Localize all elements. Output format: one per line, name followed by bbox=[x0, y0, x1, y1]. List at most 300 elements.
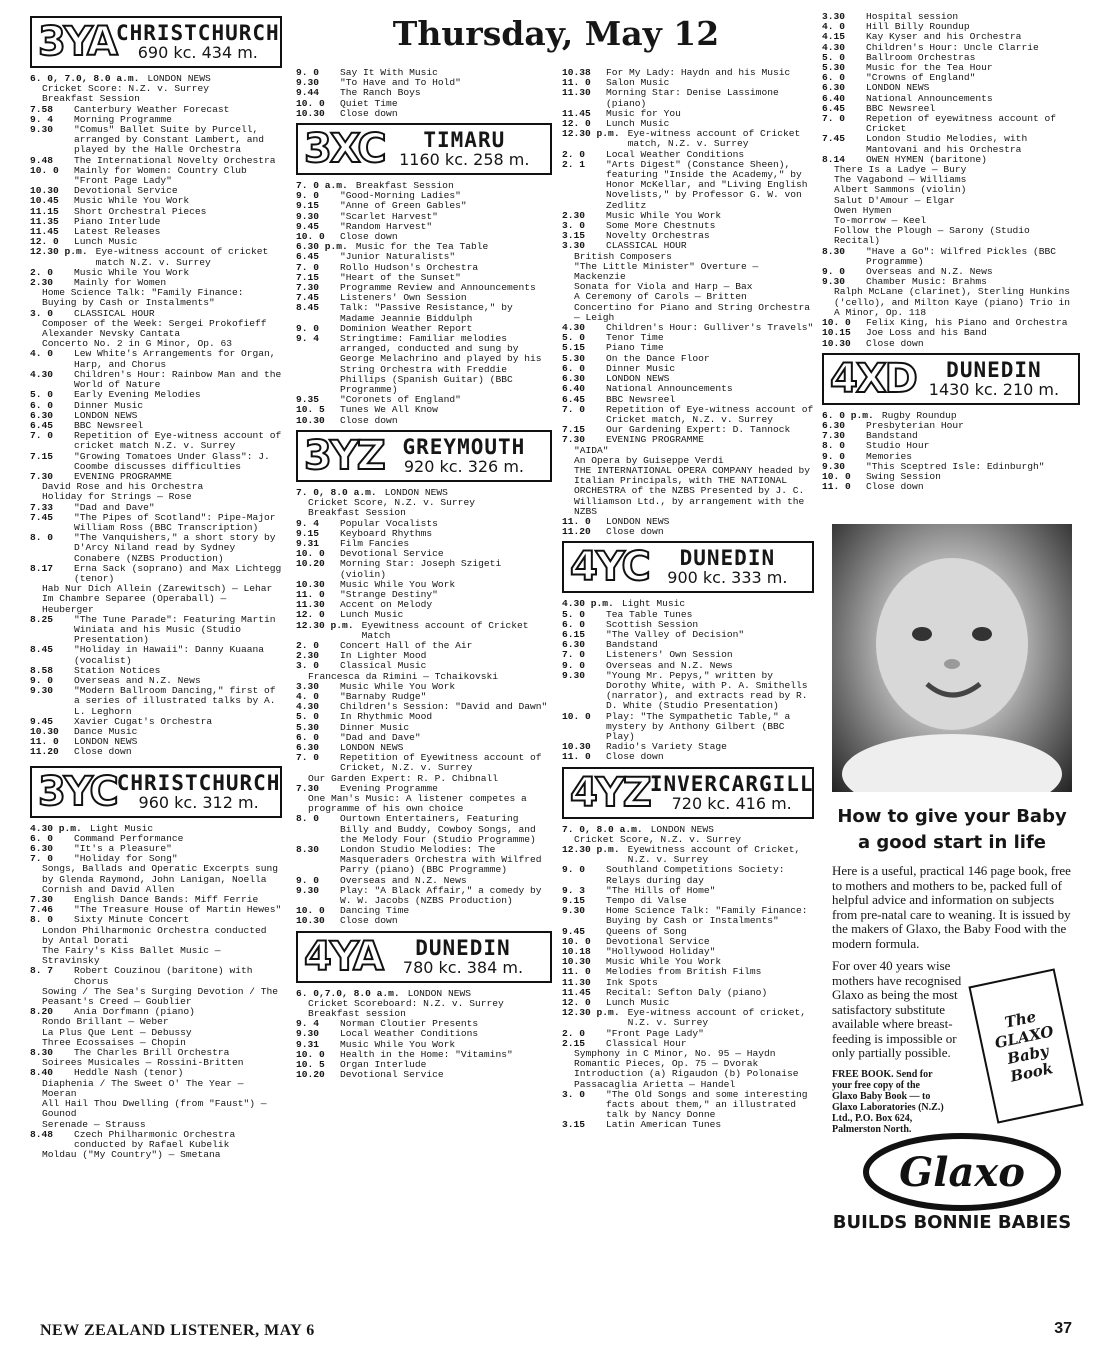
schedule-item: Concert Hall of the Air bbox=[340, 640, 473, 651]
schedule-row bbox=[822, 277, 1080, 287]
schedule-item: LONDON NEWS bbox=[147, 74, 211, 84]
schedule-row bbox=[296, 916, 552, 926]
schedule-row bbox=[296, 743, 552, 753]
schedule-item: Diaphenia / The Sweet O' The Year — Moeran bbox=[42, 1078, 244, 1099]
schedule-row bbox=[562, 825, 814, 835]
schedule-time: 9.30 bbox=[296, 885, 320, 896]
schedule-item: BBC Newsreel bbox=[606, 394, 676, 405]
schedule-item: "It's a Pleasure" bbox=[74, 844, 172, 855]
schedule-time: 7.45 bbox=[296, 293, 320, 304]
schedule-item: Overseas and N.Z. News bbox=[74, 675, 201, 686]
schedule-item: The Ranch Boys bbox=[340, 88, 421, 99]
schedule-time: 12.30 p.m. bbox=[562, 129, 620, 140]
schedule-item: Mainly for Women: Country Club "Front Page Lady" bbox=[74, 165, 247, 187]
schedule-time: 10. 0 bbox=[296, 98, 325, 109]
schedule-row bbox=[30, 105, 282, 115]
schedule-row bbox=[30, 824, 282, 834]
schedule-item: "Hollywood Holiday" bbox=[606, 947, 716, 958]
schedule-item: Mainly for Women bbox=[74, 278, 167, 289]
schedule-time: 9. 4 bbox=[296, 1019, 320, 1030]
schedule-item: Morning Star: Denise Lassimone (piano) bbox=[606, 88, 779, 109]
schedule-item: Symphony in C Minor, No. 95 — Haydn bbox=[574, 1049, 776, 1060]
schedule-row bbox=[30, 1038, 282, 1048]
schedule-row bbox=[30, 125, 282, 156]
schedule-item: The Fairy's Kiss Ballet Music — Stravinsky bbox=[42, 946, 221, 967]
schedule-row bbox=[30, 676, 282, 686]
schedule-row bbox=[562, 333, 814, 343]
schedule-row bbox=[562, 435, 814, 445]
schedule-row bbox=[30, 452, 282, 472]
schedule-item: London Studio Melodies, with Mantovani and his Orchestra bbox=[866, 134, 1028, 155]
schedule-item: Tunes We All Know bbox=[340, 405, 438, 416]
schedule-row bbox=[562, 364, 814, 374]
schedule-item: Ballroom Orchestras bbox=[866, 52, 976, 63]
schedule-item: "The Tune Parade": Featuring Martin Winiata and his Music (Studio Presentation) bbox=[74, 614, 276, 646]
schedule-row bbox=[296, 641, 552, 651]
schedule-time: 3. 0 bbox=[296, 661, 320, 672]
schedule-item: EVENING PROGRAMME bbox=[606, 435, 704, 446]
baby-photo bbox=[832, 524, 1072, 792]
schedule-row bbox=[30, 666, 282, 676]
schedule-item: Bandstand bbox=[606, 640, 658, 651]
schedule-time: 8.58 bbox=[30, 665, 54, 676]
schedule-item: Soirees Musicales — Rossini-Britten bbox=[42, 1058, 244, 1069]
schedule-item: "To Have and To Hold" bbox=[340, 78, 461, 89]
schedule-item: Czech Philharmonic Orchestra conducted by Rafael Kubelik bbox=[74, 1129, 236, 1150]
schedule-time: 5. 0 bbox=[822, 52, 846, 63]
schedule-row bbox=[30, 1017, 282, 1027]
schedule-row bbox=[562, 988, 814, 998]
schedule-item: There Is a Ladye — Bury bbox=[834, 165, 967, 176]
schedule-time: 5. 0 bbox=[562, 609, 586, 620]
schedule-time: 3. 0 bbox=[562, 221, 586, 232]
schedule-row bbox=[562, 395, 814, 405]
schedule-time: 11. 0 bbox=[562, 516, 591, 527]
schedule-item: Music While You Work bbox=[340, 681, 456, 692]
schedule-time: 2. 0 bbox=[562, 149, 586, 160]
schedule-row bbox=[562, 978, 814, 988]
schedule-item: "Dad and Dave" bbox=[74, 502, 155, 513]
schedule-time: 7.15 bbox=[562, 425, 586, 436]
schedule-row bbox=[562, 896, 814, 906]
schedule-row bbox=[30, 207, 282, 217]
schedule-item: Eyewitness account of Cricket, N.Z. v. Surrey bbox=[627, 845, 801, 866]
schedule-item: Breakfast Session bbox=[42, 94, 140, 105]
schedule-row bbox=[562, 374, 814, 384]
schedule-row bbox=[296, 181, 552, 191]
schedule-time: 10. 0 bbox=[30, 165, 59, 176]
schedule-item: Rugby Roundup bbox=[881, 410, 957, 421]
station-header-3yz bbox=[296, 430, 552, 482]
schedule-item: English Dance Bands: Miff Ferrie bbox=[74, 895, 259, 906]
schedule-row bbox=[30, 227, 282, 237]
schedule-row bbox=[296, 559, 552, 579]
station-callsign: 3XC bbox=[304, 126, 385, 173]
schedule-row bbox=[30, 1120, 282, 1130]
schedule-time: 11. 0 bbox=[30, 737, 59, 748]
station-frequency: 690 kc. 434 m. bbox=[137, 43, 258, 62]
schedule-time: 4.30 p.m. bbox=[562, 599, 614, 610]
schedule-row bbox=[30, 895, 282, 905]
schedule-time: 5. 0 bbox=[296, 712, 320, 723]
schedule-row bbox=[822, 441, 1080, 451]
schedule-time: 6.30 bbox=[296, 742, 320, 753]
schedule-item: Follow the Plough — Sarony (Studio Recital) bbox=[834, 226, 1030, 247]
schedule-row bbox=[822, 452, 1080, 462]
schedule-time: 9. 0 bbox=[822, 451, 846, 462]
schedule-row bbox=[822, 411, 1080, 421]
schedule-time: 11.15 bbox=[30, 206, 59, 217]
schedule-item: Talk: "Passive Resistance," by Madame Jeannie Biddulph bbox=[340, 303, 513, 324]
schedule-time: 9. 3 bbox=[562, 885, 586, 896]
schedule-time: 11.45 bbox=[30, 227, 59, 238]
schedule-item: Classical Music bbox=[340, 661, 427, 672]
ad-slogan: BUILDS BONNIE BABIES bbox=[832, 1212, 1072, 1233]
ad-headline-line-2: a good start in life bbox=[857, 832, 1047, 853]
schedule-time: 10. 0 bbox=[562, 711, 591, 722]
schedule-item: Children's Session: "David and Dawn" bbox=[340, 702, 548, 713]
schedule-row bbox=[296, 784, 552, 794]
schedule-row bbox=[296, 99, 552, 109]
schedule-item: David Rose and his Orchestra bbox=[42, 482, 204, 493]
schedule-row bbox=[822, 216, 1080, 226]
schedule-item: CLASSICAL HOUR bbox=[606, 241, 687, 252]
schedule-row bbox=[30, 727, 282, 737]
schedule-item: Composer of the Week: Sergei Prokofieff bbox=[42, 318, 267, 329]
schedule-row bbox=[296, 723, 552, 733]
schedule-item: Popular Vocalists bbox=[340, 518, 438, 529]
schedule-item: Cricket Score, N.Z. v. Surrey bbox=[308, 498, 475, 509]
schedule-row bbox=[562, 292, 814, 302]
schedule-row bbox=[30, 1130, 282, 1150]
schedule-item: Morning Programme bbox=[74, 114, 172, 125]
schedule-time: 7.30 bbox=[30, 471, 54, 482]
schedule-item: Sonata for Viola and Harp — Bax bbox=[574, 282, 753, 293]
schedule-row bbox=[562, 119, 814, 129]
schedule-item: Tenor Time bbox=[606, 333, 664, 344]
schedule-row bbox=[30, 421, 282, 431]
schedule-time: 4. 0 bbox=[30, 349, 54, 360]
schedule-row bbox=[296, 661, 552, 671]
schedule-item: Music for the Tea Hour bbox=[866, 63, 993, 74]
schedule-time: 5. 0 bbox=[562, 333, 586, 344]
schedule-item: Stringtime: Familiar melodies arranged, conducted and sung by George Melachrino and played by his String Orchestra with Freddie Phillips (Spanish Guitar) (BBC Programme) bbox=[340, 334, 542, 396]
schedule-item: Programme Review and Announcements bbox=[340, 283, 536, 294]
schedule-time: 10. 0 bbox=[296, 549, 325, 560]
schedule-item: "The Hills of Home" bbox=[606, 885, 716, 896]
schedule-item: London Philharmonic Orchestra conducted by Antal Dorati bbox=[42, 925, 267, 946]
schedule-row bbox=[296, 794, 552, 814]
schedule-row bbox=[562, 752, 814, 762]
schedule-time: 9.35 bbox=[296, 395, 320, 406]
schedule-row bbox=[562, 150, 814, 160]
schedule-time: 6.30 bbox=[562, 640, 586, 651]
schedule-item: LONDON NEWS bbox=[606, 516, 670, 527]
schedule-time: 7. 0 a.m. bbox=[296, 181, 348, 192]
schedule-item: LONDON NEWS bbox=[384, 487, 448, 498]
schedule-time: 10.30 bbox=[296, 916, 325, 927]
schedule-item: Close down bbox=[866, 482, 924, 493]
schedule-time: 8.45 bbox=[296, 303, 320, 314]
schedule-row bbox=[296, 68, 552, 78]
schedule-row bbox=[296, 88, 552, 98]
schedule-row bbox=[296, 529, 552, 539]
schedule-item: Moldau ("My Country") — Smetana bbox=[42, 1150, 221, 1161]
schedule-time: 9. 0 bbox=[562, 660, 586, 671]
schedule-row bbox=[30, 864, 282, 895]
schedule-time: 11.30 bbox=[562, 88, 591, 99]
schedule-row bbox=[30, 966, 282, 986]
schedule-row bbox=[822, 421, 1080, 431]
schedule-item: Short Orchestral Pieces bbox=[74, 206, 207, 217]
schedule-time: 9.30 bbox=[822, 277, 846, 288]
schedule-row bbox=[296, 702, 552, 712]
schedule-row bbox=[822, 185, 1080, 195]
schedule-item: Repetition of Eye-witness account of cricket match N.Z. v. Surrey bbox=[74, 431, 282, 452]
schedule-row bbox=[562, 947, 814, 957]
schedule-time: 6.45 bbox=[296, 252, 320, 263]
schedule-time: 7. 0, 8.0 a.m. bbox=[562, 824, 643, 835]
schedule-time: 8.25 bbox=[30, 614, 54, 625]
schedule-time: 7.30 bbox=[562, 435, 586, 446]
schedule-row bbox=[562, 303, 814, 323]
schedule-item: "The Valley of Decision" bbox=[606, 629, 745, 640]
schedule-item: "Front Page Lady" bbox=[606, 1028, 704, 1039]
schedule-item: Hospital session bbox=[866, 12, 959, 22]
ad-body-2: For over 40 years wise mothers have recognised Glaxo as being the most satisfactory substitute available where breast-feeding is impossible or only partially possible. bbox=[832, 958, 962, 1060]
schedule-item: Station Notices bbox=[74, 665, 161, 676]
schedule-row bbox=[296, 989, 552, 999]
schedule-item: Ralph McLane (clarinet), Sterling Hunkins ('cello), and Milton Kaye (piano) Trio in A Minor, Op. 118 bbox=[834, 287, 1071, 318]
schedule-item: Kay Kyser and his Orchestra bbox=[866, 32, 1022, 43]
station-callsign: 4XD bbox=[830, 355, 916, 402]
schedule-item: Eye-witness account of cricket, N.Z. v. Surrey bbox=[627, 1008, 807, 1029]
schedule-time: 7. 0 bbox=[562, 404, 586, 415]
schedule-row bbox=[30, 370, 282, 390]
schedule-time: 11.35 bbox=[30, 216, 59, 227]
schedule-row bbox=[562, 129, 814, 149]
schedule-row bbox=[30, 844, 282, 854]
schedule-row bbox=[296, 273, 552, 283]
schedule-item: "Arts Digest" (Constance Sheen), featuring "Inside the Academy," by Honor McKellar, and "Living English Novelists," by Professor G. W. von Zedlitz bbox=[606, 159, 808, 211]
schedule-time: 7.33 bbox=[30, 502, 54, 513]
schedule-row bbox=[296, 539, 552, 549]
schedule-row bbox=[296, 610, 552, 620]
schedule-row bbox=[296, 191, 552, 201]
schedule-row bbox=[562, 599, 814, 609]
schedule-time: 10. 0 bbox=[822, 318, 851, 329]
schedule-row bbox=[30, 615, 282, 646]
schedule-item: Queens of Song bbox=[606, 926, 687, 937]
schedule-row bbox=[562, 927, 814, 937]
schedule-time: 10. 0 bbox=[822, 471, 851, 482]
schedule-time: 8.30 bbox=[30, 1048, 54, 1059]
schedule-row bbox=[562, 967, 814, 977]
glaxo-advertisement bbox=[832, 524, 1072, 1304]
schedule-row bbox=[562, 517, 814, 527]
schedule-time: 6. 0 bbox=[562, 363, 586, 374]
schedule-row bbox=[562, 1039, 814, 1049]
glaxo-logo-text: Glaxo bbox=[899, 1149, 1025, 1196]
schedule-item: National Announcements bbox=[866, 93, 993, 104]
schedule-4ya bbox=[296, 989, 552, 1081]
schedule-row bbox=[822, 155, 1080, 165]
schedule-time: 9.30 bbox=[296, 1029, 320, 1040]
schedule-row bbox=[296, 283, 552, 293]
schedule-item: Dinner Music bbox=[606, 363, 676, 374]
schedule-item: Scottish Session bbox=[606, 619, 699, 630]
schedule-row bbox=[296, 999, 552, 1009]
schedule-item: Piano Interlude bbox=[74, 216, 161, 227]
schedule-time: 12.30 p.m. bbox=[562, 845, 620, 855]
schedule-item: Alexander Nevsky Cantata bbox=[42, 329, 181, 340]
station-frequency: 780 kc. 384 m. bbox=[402, 957, 524, 977]
schedule-time: 11.20 bbox=[562, 527, 591, 538]
schedule-item: Joe Loss and his Band bbox=[866, 328, 987, 339]
schedule-item: Dinner Music bbox=[340, 722, 410, 733]
schedule-item: Cricket Score: N.Z. v. Surrey bbox=[42, 84, 209, 95]
station-header-3xc bbox=[296, 123, 552, 175]
schedule-item: Children's Hour: Uncle Clarrie bbox=[866, 42, 1039, 53]
schedule-row bbox=[296, 733, 552, 743]
baby-face-illustration bbox=[832, 524, 1072, 792]
schedule-item: Quiet Time bbox=[340, 98, 398, 109]
schedule-row bbox=[30, 115, 282, 125]
schedule-time: 6.30 bbox=[30, 844, 54, 855]
ad-free-book: FREE BOOK. Send for your free copy of the Glaxo Baby Book — to Glaxo Laboratories (N.Z.) Ltd., P.O. Box 624, Palmerston North. bbox=[832, 1068, 944, 1135]
schedule-item: Heddle Nash (tenor) bbox=[74, 1068, 184, 1079]
schedule-time: 10.20 bbox=[296, 559, 325, 570]
schedule-item: Ania Dorfmann (piano) bbox=[74, 1007, 195, 1018]
schedule-time: 8. 0 bbox=[30, 533, 54, 544]
schedule-row bbox=[562, 610, 814, 620]
schedule-time: 9.31 bbox=[296, 1039, 320, 1050]
schedule-3ya bbox=[30, 74, 282, 758]
schedule-item: BBC Newsreel bbox=[866, 103, 936, 114]
schedule-row bbox=[562, 1049, 814, 1059]
schedule-row bbox=[296, 600, 552, 610]
schedule-time: 4. 0 bbox=[296, 691, 320, 702]
schedule-row bbox=[296, 242, 552, 252]
schedule-row bbox=[30, 533, 282, 564]
schedule-row bbox=[296, 324, 552, 334]
schedule-time: 10. 0 bbox=[562, 936, 591, 947]
schedule-time: 9.15 bbox=[296, 201, 320, 212]
schedule-item: Play: "A Black Affair," a comedy by W. W. Jacobs (NZBS Production) bbox=[340, 885, 542, 907]
station-header-4yc bbox=[562, 541, 814, 593]
schedule-item: Piano Time bbox=[606, 343, 664, 354]
schedule-time: 6.45 bbox=[822, 103, 846, 114]
schedule-time: 8.48 bbox=[30, 1129, 54, 1140]
schedule-item: La Plus Que Lent — Debussy bbox=[42, 1027, 192, 1038]
schedule-row bbox=[562, 343, 814, 353]
schedule-time: 6.40 bbox=[562, 384, 586, 395]
schedule-row bbox=[822, 247, 1080, 267]
schedule-item: Songs, Ballads and Operatic Excerpts sung by Glenda Raymond, John Lanigan, Noella Cornish and David Allen bbox=[42, 864, 279, 895]
schedule-row bbox=[30, 84, 282, 94]
schedule-row bbox=[296, 263, 552, 273]
schedule-item: Organ Interlude bbox=[340, 1060, 427, 1071]
schedule-item: "The Vanquishers," a short story by D'Arcy Niland read by Sydney Conabere (NZBS Production) bbox=[74, 533, 276, 564]
ad-headline bbox=[832, 804, 1072, 856]
schedule-item: LONDON NEWS bbox=[74, 410, 138, 421]
schedule-item: Music While You Work bbox=[340, 1039, 456, 1050]
schedule-item: Morning Star: Joseph Szigeti (violin) bbox=[340, 559, 502, 580]
schedule-item: "Crowns of England" bbox=[866, 73, 976, 84]
schedule-time: 4.15 bbox=[822, 32, 846, 43]
schedule-time: 10.30 bbox=[296, 415, 325, 426]
schedule-item: Repetition of Eye-witness account of Cricket match, N.Z. v. Surrey bbox=[606, 404, 814, 425]
schedule-time: 9.30 bbox=[296, 211, 320, 222]
schedule-item: Local Weather Conditions bbox=[606, 149, 745, 160]
schedule-time: 7. 0 bbox=[822, 114, 846, 125]
schedule-row bbox=[296, 1009, 552, 1019]
schedule-item: LONDON NEWS bbox=[407, 988, 471, 999]
schedule-item: Xavier Cugat's Orchestra bbox=[74, 716, 213, 727]
schedule-time: 7. 0 bbox=[296, 262, 320, 273]
schedule-time: 8.17 bbox=[30, 563, 54, 574]
schedule-item: Repetion of eyewitness account of Cricket bbox=[866, 114, 1056, 135]
station-header-4xd bbox=[822, 353, 1080, 405]
station-callsign: 3YC bbox=[38, 768, 117, 815]
schedule-time: 12.30 p.m. bbox=[30, 247, 88, 258]
schedule-item: Music While You Work bbox=[74, 267, 190, 278]
schedule-item: "This Sceptred Isle: Edinburgh" bbox=[866, 461, 1045, 472]
page-title: Thursday, May 12 bbox=[392, 14, 720, 53]
schedule-time: 11. 0 bbox=[296, 589, 325, 600]
schedule-time: 11. 0 bbox=[562, 752, 591, 763]
schedule-item: Southland Competitions Society: Relays during day bbox=[606, 865, 785, 886]
schedule-row bbox=[296, 712, 552, 722]
schedule-item: For My Lady: Haydn and his Music bbox=[606, 68, 791, 78]
schedule-row bbox=[822, 104, 1080, 114]
schedule-row bbox=[562, 845, 814, 865]
schedule-item: Children's Hour: Gulliver's Travels" bbox=[606, 323, 814, 334]
schedule-row bbox=[562, 865, 814, 885]
schedule-row bbox=[30, 401, 282, 411]
schedule-item: Rondo Brillant — Weber bbox=[42, 1017, 169, 1028]
schedule-row bbox=[296, 876, 552, 886]
schedule-time: 10. 0 bbox=[296, 1049, 325, 1060]
schedule-item: Novelty Orchestras bbox=[606, 231, 710, 242]
schedule-item: Lunch Music bbox=[606, 119, 670, 130]
schedule-time: 10.38 bbox=[562, 68, 591, 78]
schedule-item: Listeners' Own Session bbox=[606, 650, 733, 661]
schedule-item: Latin American Tunes bbox=[606, 1120, 722, 1131]
schedule-row bbox=[822, 134, 1080, 154]
schedule-row bbox=[822, 462, 1080, 472]
schedule-row bbox=[562, 109, 814, 119]
schedule-item: The Vagabond — Williams bbox=[834, 175, 967, 186]
schedule-item: Concertino for Piano and String Orchestra — Leigh bbox=[574, 302, 811, 323]
schedule-item: Devotional Service bbox=[74, 186, 178, 197]
schedule-item: "Modern Ballroom Dancing," first of a series of illustrated talks by A. L. Leghorn bbox=[74, 686, 276, 717]
schedule-item: Evening Programme bbox=[340, 783, 438, 794]
schedule-row bbox=[562, 466, 814, 517]
schedule-time: 7. 0 bbox=[30, 431, 54, 442]
schedule-time: 8.40 bbox=[30, 1068, 54, 1079]
schedule-row bbox=[296, 549, 552, 559]
station-city: CHRISTCHURCH bbox=[115, 21, 280, 45]
station-city: GREYMOUTH bbox=[402, 434, 526, 459]
schedule-item: Play: "The Sympathetic Table," a mystery by Anthony Gilbert (BBC Play) bbox=[606, 711, 791, 742]
schedule-row bbox=[822, 226, 1080, 246]
footer-publication: NEW ZEALAND LISTENER, MAY 6 bbox=[40, 1322, 315, 1339]
schedule-time: 5.30 bbox=[822, 63, 846, 74]
schedule-item: Dance Music bbox=[74, 727, 138, 737]
schedule-item: Tea Table Tunes bbox=[606, 609, 693, 620]
schedule-time: 9.30 bbox=[562, 906, 586, 917]
